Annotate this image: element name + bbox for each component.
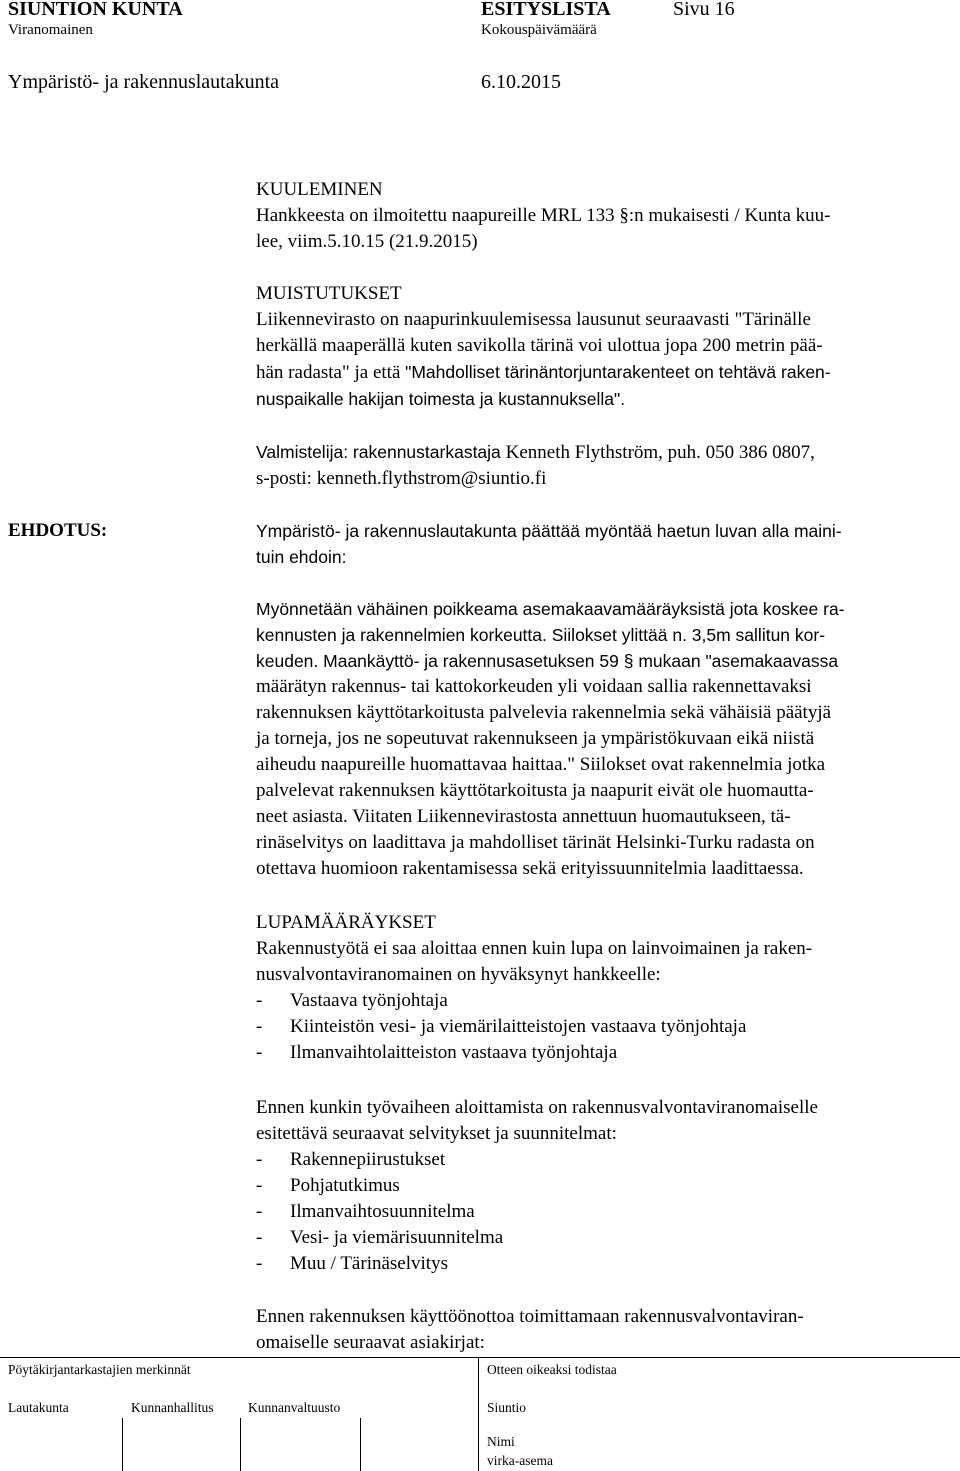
muistutukset-quote: "Mahdolliset tärinäntorjuntarakenteet on tehtävä raken-	[405, 362, 831, 382]
footer-divider	[478, 1357, 479, 1471]
justification-line: Myönnetään vähäinen poikkeama asemakaavamääräyksistä jota koskee ra-	[256, 599, 845, 619]
valmistelija-name: Kenneth Flythström, puh. 050 386 0807,	[505, 442, 815, 463]
lupamaaraykset-heading: LUPAMÄÄRÄYKSET	[256, 912, 436, 933]
list-item	[256, 1173, 936, 1199]
list-item-text: Vastaava työnjohtaja	[290, 990, 448, 1011]
list-item	[256, 1251, 936, 1277]
kuuleminen-line: lee, viim.5.10.15 (21.9.2015)	[256, 231, 478, 252]
lupamaaraykset-section	[256, 910, 936, 1066]
list-item-text: Ilmanvaihtosuunnitelma	[290, 1201, 475, 1222]
footer-col-kunnanvaltuusto: Kunnanvaltuusto	[248, 1400, 341, 1415]
footer-col-divider	[122, 1418, 123, 1471]
lupamaaraykset-intro-line: nusvalvontaviranomainen on hyväksynyt hankkeelle:	[256, 964, 661, 985]
footer-col-divider	[360, 1418, 361, 1471]
list-item-text: Pohjatutkimus	[290, 1175, 400, 1196]
meeting-date: 6.10.2015	[481, 71, 561, 93]
list-item-text: Rakennepiirustukset	[290, 1149, 446, 1170]
municipality-name: SIUNTION KUNTA	[8, 0, 183, 20]
list-item	[256, 1199, 936, 1225]
footer-top-rule	[0, 1357, 960, 1358]
list-marker: -	[256, 1201, 263, 1222]
justification-line: neet asiasta. Viitaten Liikennevirastosta annettuun huomautukseen, tä-	[256, 806, 791, 827]
muistutukset-line: herkällä maaperällä kuten savikolla tärinä voi ulottua jopa 200 metrin pää-	[256, 335, 823, 356]
list-item	[256, 1225, 936, 1251]
footer-right-title: Otteen oikeaksi todistaa	[487, 1362, 617, 1377]
authority-label: Viranomainen	[8, 22, 93, 38]
list-item-text: Vesi- ja viemärisuunnitelma	[290, 1227, 504, 1248]
ehdotus-decision	[256, 518, 936, 570]
selvitykset-intro-line: Ennen kunkin työvaiheen aloittamista on rakennusvalvontaviranomaiselle	[256, 1097, 818, 1118]
justification-line: keuden. Maankäyttö- ja rakennusasetuksen 59 § mukaan "asemakaavassa	[256, 651, 839, 671]
list-marker: -	[256, 990, 263, 1011]
list-marker: -	[256, 1016, 263, 1037]
footer-left-title: Pöytäkirjantarkastajien merkinnät	[8, 1362, 191, 1377]
meeting-date-label: Kokouspäivämäärä	[481, 22, 597, 38]
lupamaaraykset-intro-line: Rakennustyötä ei saa aloittaa ennen kuin lupa on lainvoimainen ja raken-	[256, 938, 813, 959]
justification-line: palvelevat rakennuksen käyttötarkoitusta ja naapurit eivät ole huomautta-	[256, 780, 814, 801]
kayttoonotto-intro-line: omaiselle seuraavat asiakirjat:	[256, 1332, 485, 1353]
ehdotus-justification	[256, 596, 936, 882]
ehdotus-decision-line: tuin ehdoin:	[256, 547, 347, 567]
valmistelija-title: Valmistelija: rakennustarkastaja	[256, 442, 506, 462]
footer-col-kunnanhallitus: Kunnanhallitus	[131, 1400, 214, 1415]
list-item-text: Ilmanvaihtolaitteiston vastaava työnjohtaja	[290, 1042, 618, 1063]
justification-line: otettava huomioon rakentamisessa sekä erityissuunnitelmia laadittaessa.	[256, 858, 804, 879]
authority-name: Ympäristö- ja rakennuslautakunta	[8, 71, 280, 93]
list-marker: -	[256, 1042, 263, 1063]
selvitykset-section	[256, 1095, 936, 1277]
justification-line: kennusten ja rakennelmien korkeutta. Siilokset ylittää n. 3,5m sallitun kor-	[256, 625, 826, 645]
list-marker: -	[256, 1227, 263, 1248]
muistutukset-line: nuspaikalle hakijan toimesta ja kustannuksella".	[256, 389, 626, 409]
kayttoonotto-intro-line: Ennen rakennuksen käyttöönottoa toimittamaan rakennusvalvontaviran-	[256, 1306, 804, 1327]
kayttoonotto-section	[256, 1304, 936, 1356]
list-marker: -	[256, 1175, 263, 1196]
ehdotus-decision-line: Ympäristö- ja rakennuslautakunta päättää myöntää haetun luvan alla maini-	[256, 521, 842, 541]
valmistelija-email: s-posti: kenneth.flythstrom@siuntio.fi	[256, 468, 547, 489]
ehdotus-label: EHDOTUS:	[8, 520, 108, 541]
selvitykset-intro-line: esitettävä seuraavat selvitykset ja suunnitelmat:	[256, 1123, 617, 1144]
footer-col-lautakunta: Lautakunta	[8, 1400, 69, 1415]
kuuleminen-heading: KUULEMINEN	[256, 179, 383, 200]
list-item	[256, 1040, 936, 1066]
list-marker: -	[256, 1149, 263, 1170]
footer-position-label: virka-asema	[487, 1453, 553, 1468]
list-marker: -	[256, 1253, 263, 1274]
footer-col-divider	[240, 1418, 241, 1471]
document-type: ESITYSLISTA	[481, 0, 611, 20]
list-item	[256, 1147, 936, 1173]
list-item	[256, 1014, 936, 1040]
muistutukset-line	[256, 359, 936, 386]
footer-name-label: Nimi	[487, 1434, 515, 1449]
justification-line: aiheudu naapureille huomattavaa haittaa." Siilokset ovat rakennelmia jotka	[256, 754, 826, 775]
justification-line: rinäselvitys on laadittava ja mahdolliset tärinät Helsinki-Turku radasta on	[256, 832, 815, 853]
list-item	[256, 988, 936, 1014]
footer-place: Siuntio	[487, 1400, 527, 1415]
list-item-text: Kiinteistön vesi- ja viemärilaitteistojen vastaava työnjohtaja	[290, 1016, 747, 1037]
muistutukset-line: Liikennevirasto on naapurinkuulemisessa lausunut seuraavasti "Tärinälle	[256, 309, 811, 330]
justification-line: ja torneja, jos ne sopeutuvat rakennukseen ja ympäristökuvaan eikä niistä	[256, 728, 815, 749]
justification-line: rakennuksen käyttötarkoitusta palvelevia rakennelmia sekä vähäisiä päätyjä	[256, 702, 832, 723]
kuuleminen-line: Hankkeesta on ilmoitettu naapureille MRL 133 §:n mukaisesti / Kunta kuu-	[256, 205, 831, 226]
muistutukset-section	[256, 281, 936, 412]
page-number: Sivu 16	[673, 0, 735, 20]
valmistelija-section	[256, 439, 936, 492]
kuuleminen-section	[256, 177, 936, 255]
justification-line: määrätyn rakennus- tai kattokorkeuden yli voidaan sallia rakennettavaksi	[256, 676, 812, 697]
valmistelija-line	[256, 439, 936, 466]
muistutukset-line-part: hän radasta" ja että	[256, 362, 406, 383]
list-item-text: Muu / Tärinäselvitys	[290, 1253, 448, 1274]
muistutukset-heading: MUISTUTUKSET	[256, 283, 402, 304]
